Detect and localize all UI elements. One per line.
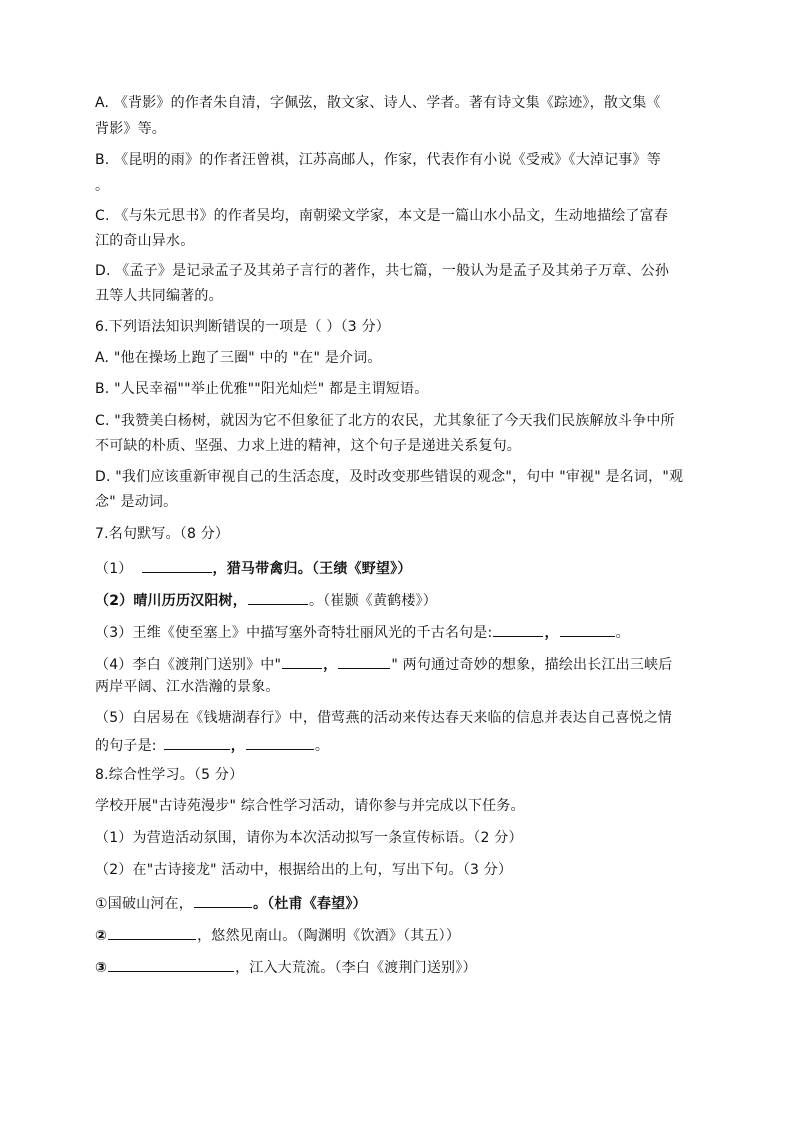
answer-blank[interactable] [246,735,314,750]
answer-blank[interactable] [282,654,322,669]
answer-blank[interactable] [142,558,212,573]
option-c-line-1: C. 《与朱元思书》的作者吴均，南朝梁文学家，本文是一篇山水小品文，生动地描绘了富春 [95,208,669,224]
q6-option-b: B. "人民幸福""举止优雅""阳光灿烂" 都是主谓短语。 [95,381,429,397]
q6-option-d-line-1: D. "我们应该重新审视自己的生活态度，及时改变那些错误的观念"，句中 "审视" 是名词，"观 [95,469,684,485]
option-c-line-2: 江的奇山异水。 [95,233,195,249]
q8-poem-3-tail: ，江入大荒流。（李白《渡荆门送别》） [235,960,477,976]
q6-option-d-line-2: 念" 是动词。 [95,494,178,510]
q8-poem-1-head: ①国破山河在， [95,896,193,912]
q8-poem-3-number: ③ [95,960,108,976]
q8-task-1: （1）为营造活动氛围，请你为本次活动拟写一条宣传标语。（2 分） [95,830,523,846]
q8-poem-1-tail: 。（杜甫《春望》） [252,896,367,912]
q8-poem-2-number: ② [95,928,108,944]
q7-item-1-text: ，猎马带禽归。（王绩《野望》） [212,561,412,577]
q8-poem-2-tail: ，悠然见南山。（陶渊明《饮酒》（其五）） [197,928,461,944]
answer-blank[interactable] [108,957,234,972]
answer-blank[interactable] [560,622,615,637]
answer-blank[interactable] [108,925,196,940]
q7-item-5-head: 的句子是: [95,738,157,754]
q7-item-2-tail: 。（崔颢《黄鹤楼》） [308,593,437,609]
option-a-line-1: A. 《背影》的作者朱自清，字佩弦，散文家、诗人、学者。著有诗文集《踪迹》，散文集《 [95,95,661,111]
answer-blank[interactable] [493,622,543,637]
option-b-line-1: B. 《昆明的雨》的作者汪曾祺，江苏高邮人，作家，代表作有小说《受戒》《大淖记事》等 [95,152,661,168]
option-a-line-2: 背影》等。 [95,121,166,137]
q7-item-1 [95,558,412,577]
answer-blank[interactable] [194,893,252,908]
q7-item-2-head: （2）晴川历历汉阳树， [95,593,247,609]
q7-item-3-tail: 。 [615,625,630,641]
q7-item-3-comma: ， [544,625,559,641]
question-6-stem: 6.下列语法知识判断错误的一项是（ ）（3 分） [95,319,390,335]
option-b-line-2: 。 [95,178,110,194]
q7-item-4-line-2: 两岸平阔、江水浩瀚的景象。 [95,679,280,695]
q7-item-5-comma: ， [230,738,245,754]
q8-poem-2 [95,925,460,944]
q7-item-5-tail: 。 [314,738,330,754]
answer-blank[interactable] [248,590,308,605]
q7-item-4-comma: ， [323,657,338,673]
option-d-line-1: D. 《孟子》是记录孟子及其弟子言行的著作，共七篇，一般认为是孟子及其弟子万章、公孙 [95,263,670,279]
q7-item-3 [95,622,630,641]
q7-item-1-number: （1） [95,561,133,577]
answer-blank[interactable] [338,654,390,669]
question-7-stem: 7.名句默写。（8 分） [95,526,230,542]
q8-poem-1 [95,893,367,912]
q7-item-5-line-1: （5）白居易在《钱塘湖春行》中，借莺燕的活动来传达春天来临的信息并表达自己喜悦之情 [95,710,673,726]
q6-option-c-line-1: C. "我赞美白杨树，就因为它不但象征了北方的农民，尤其象征了今天我们民族解放斗争中所 [95,413,675,429]
q8-intro: 学校开展"古诗苑漫步" 综合性学习活动，请你参与并完成以下任务。 [95,798,525,814]
option-d-line-2: 丑等人共同编著的。 [95,288,223,304]
q8-task-2: （2）在"古诗接龙" 活动中，根据给出的上句，写出下句。（3 分） [95,862,513,878]
q6-option-a: A. "他在操场上跑了三圈" 中的 "在" 是介词。 [95,350,382,366]
q7-item-4-tail: " 两句通过奇妙的想象，描绘出长江出三峡后 [391,657,673,673]
q8-poem-3 [95,957,477,976]
answer-blank[interactable] [164,735,230,750]
q7-item-4-head: （4）李白《渡荆门送别》中" [95,657,282,673]
q7-item-2 [95,590,437,609]
q6-option-c-line-2: 不可缺的朴质、坚强、力求上进的精神，这个句子是递进关系复句。 [95,438,521,454]
question-8-stem: 8.综合性学习。（5 分） [95,767,244,783]
q7-item-5-line-2 [95,735,329,754]
q7-item-3-head: （3）王维《使至塞上》中描写塞外奇特壮丽风光的千古名句是: [95,625,493,641]
q7-item-4-line-1 [95,654,672,673]
